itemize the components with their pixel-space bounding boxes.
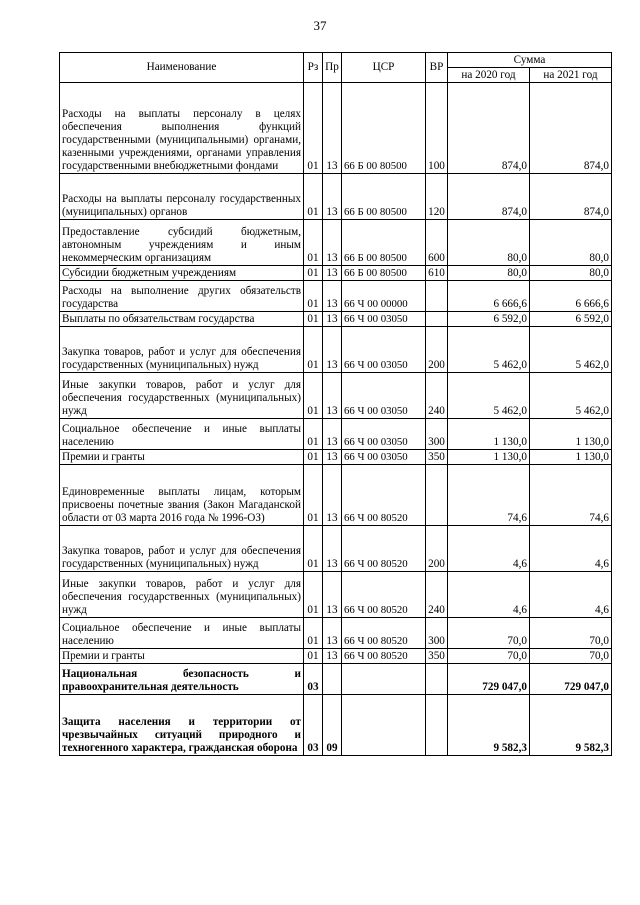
row-csr: 66 Б 00 80500 xyxy=(342,266,426,281)
row-name: Социальное обеспечение и иные выплаты населению xyxy=(60,419,304,450)
row-vr xyxy=(426,695,448,756)
row-rz: 01 xyxy=(304,649,323,664)
row-name: Единовременные выплаты лицам, которым присвоены почетные звания (Закон Магаданской области от 03 марта 2016 года № 1996-ОЗ) xyxy=(60,465,304,526)
header-year-2021: на 2021 год xyxy=(530,68,612,83)
row-sum-2020: 1 130,0 xyxy=(448,419,530,450)
row-sum-2020: 6 592,0 xyxy=(448,312,530,327)
row-csr xyxy=(342,664,426,695)
row-csr xyxy=(342,695,426,756)
header-year-2020: на 2020 год xyxy=(448,68,530,83)
row-sum-2020: 80,0 xyxy=(448,220,530,266)
row-sum-2020: 70,0 xyxy=(448,649,530,664)
row-pr: 13 xyxy=(323,312,342,327)
row-name: Защита населения и территории от чрезвычайных ситуаций природного и техногенного характера, гражданская оборона xyxy=(60,695,304,756)
row-rz: 01 xyxy=(304,572,323,618)
row-rz: 01 xyxy=(304,312,323,327)
row-csr: 66 Ч 00 00000 xyxy=(342,281,426,312)
row-name: Субсидии бюджетным учреждениям xyxy=(60,266,304,281)
header-name: Наименование xyxy=(60,53,304,83)
row-pr: 13 xyxy=(323,327,342,373)
row-pr: 13 xyxy=(323,419,342,450)
row-name: Расходы на выплаты персоналу в целях обеспечения выполнения функций государственными (муниципальными) органами, казенными учреждениями, органами управления государственными внебюджетными фондами xyxy=(60,83,304,174)
row-sum-2021: 1 130,0 xyxy=(530,450,612,465)
row-pr: 13 xyxy=(323,618,342,649)
row-sum-2020: 874,0 xyxy=(448,174,530,220)
row-csr: 66 Ч 00 80520 xyxy=(342,572,426,618)
table-row xyxy=(60,649,612,664)
row-vr xyxy=(426,465,448,526)
page-number: 37 xyxy=(313,18,327,33)
table-row xyxy=(60,419,612,450)
row-vr: 350 xyxy=(426,649,448,664)
row-sum-2021: 874,0 xyxy=(530,174,612,220)
row-sum-2021: 6 592,0 xyxy=(530,312,612,327)
row-sum-2020: 6 666,6 xyxy=(448,281,530,312)
row-csr: 66 Ч 00 80520 xyxy=(342,618,426,649)
row-sum-2020: 729 047,0 xyxy=(448,664,530,695)
row-vr: 100 xyxy=(426,83,448,174)
row-rz: 01 xyxy=(304,419,323,450)
row-name: Расходы на выплаты персоналу государственных (муниципальных) органов xyxy=(60,174,304,220)
row-pr: 13 xyxy=(323,281,342,312)
row-sum-2021: 74,6 xyxy=(530,465,612,526)
row-sum-2021: 4,6 xyxy=(530,526,612,572)
row-name: Расходы на выполнение других обязательств государства xyxy=(60,281,304,312)
row-csr: 66 Ч 00 80520 xyxy=(342,465,426,526)
row-csr: 66 Ч 00 03050 xyxy=(342,419,426,450)
header-csr: ЦСР xyxy=(342,53,426,83)
row-csr: 66 Ч 00 03050 xyxy=(342,450,426,465)
row-pr: 13 xyxy=(323,572,342,618)
row-pr: 13 xyxy=(323,83,342,174)
row-rz: 01 xyxy=(304,373,323,419)
row-name: Закупка товаров, работ и услуг для обеспечения государственных (муниципальных) нужд xyxy=(60,526,304,572)
row-rz: 01 xyxy=(304,327,323,373)
table-row xyxy=(60,266,612,281)
row-csr: 66 Ч 00 80520 xyxy=(342,649,426,664)
row-rz: 01 xyxy=(304,450,323,465)
row-sum-2021: 70,0 xyxy=(530,649,612,664)
row-vr: 240 xyxy=(426,572,448,618)
row-sum-2021: 70,0 xyxy=(530,618,612,649)
table-row xyxy=(60,83,612,174)
row-pr: 13 xyxy=(323,450,342,465)
table-row xyxy=(60,465,612,526)
row-sum-2020: 5 462,0 xyxy=(448,327,530,373)
table-row xyxy=(60,695,612,756)
row-sum-2020: 70,0 xyxy=(448,618,530,649)
row-vr: 610 xyxy=(426,266,448,281)
row-name: Иные закупки товаров, работ и услуг для обеспечения государственных (муниципальных) нужд xyxy=(60,373,304,419)
row-sum-2020: 4,6 xyxy=(448,526,530,572)
row-pr: 13 xyxy=(323,174,342,220)
row-vr: 350 xyxy=(426,450,448,465)
table-body xyxy=(60,83,612,756)
row-sum-2020: 5 462,0 xyxy=(448,373,530,419)
row-name: Иные закупки товаров, работ и услуг для обеспечения государственных (муниципальных) нужд xyxy=(60,572,304,618)
row-csr: 66 Ч 00 03050 xyxy=(342,373,426,419)
row-name: Выплаты по обязательствам государства xyxy=(60,312,304,327)
row-rz: 01 xyxy=(304,266,323,281)
row-vr: 300 xyxy=(426,618,448,649)
row-pr: 13 xyxy=(323,220,342,266)
row-sum-2021: 6 666,6 xyxy=(530,281,612,312)
row-name: Социальное обеспечение и иные выплаты населению xyxy=(60,618,304,649)
row-vr: 120 xyxy=(426,174,448,220)
table-row xyxy=(60,327,612,373)
row-csr: 66 Ч 00 80520 xyxy=(342,526,426,572)
row-name: Премии и гранты xyxy=(60,450,304,465)
row-pr xyxy=(323,664,342,695)
row-name: Закупка товаров, работ и услуг для обеспечения государственных (муниципальных) нужд xyxy=(60,327,304,373)
table-row xyxy=(60,373,612,419)
header-pr: Пр xyxy=(323,53,342,83)
row-csr: 66 Ч 00 03050 xyxy=(342,312,426,327)
row-sum-2020: 80,0 xyxy=(448,266,530,281)
row-rz: 01 xyxy=(304,618,323,649)
header-vr: ВР xyxy=(426,53,448,83)
row-rz: 01 xyxy=(304,281,323,312)
table-row xyxy=(60,664,612,695)
row-csr: 66 Ч 00 03050 xyxy=(342,327,426,373)
row-pr: 09 xyxy=(323,695,342,756)
row-vr: 600 xyxy=(426,220,448,266)
header-sum: Сумма xyxy=(448,53,612,68)
table-row xyxy=(60,572,612,618)
row-vr: 200 xyxy=(426,327,448,373)
row-csr: 66 Б 00 80500 xyxy=(342,174,426,220)
row-vr xyxy=(426,281,448,312)
row-vr: 300 xyxy=(426,419,448,450)
row-sum-2021: 4,6 xyxy=(530,572,612,618)
table-row xyxy=(60,618,612,649)
row-pr: 13 xyxy=(323,266,342,281)
row-sum-2021: 80,0 xyxy=(530,220,612,266)
header-rz: Рз xyxy=(304,53,323,83)
row-sum-2020: 4,6 xyxy=(448,572,530,618)
row-name: Национальная безопасность и правоохранительная деятельность xyxy=(60,664,304,695)
row-vr: 240 xyxy=(426,373,448,419)
table-row xyxy=(60,220,612,266)
budget-table xyxy=(59,52,612,756)
row-sum-2021: 874,0 xyxy=(530,83,612,174)
row-sum-2021: 729 047,0 xyxy=(530,664,612,695)
row-name: Премии и гранты xyxy=(60,649,304,664)
row-rz: 01 xyxy=(304,465,323,526)
row-rz: 03 xyxy=(304,695,323,756)
row-sum-2021: 9 582,3 xyxy=(530,695,612,756)
row-csr: 66 Б 00 80500 xyxy=(342,83,426,174)
row-vr: 200 xyxy=(426,526,448,572)
table-row xyxy=(60,312,612,327)
row-pr: 13 xyxy=(323,373,342,419)
row-sum-2021: 5 462,0 xyxy=(530,373,612,419)
row-rz: 01 xyxy=(304,220,323,266)
row-vr xyxy=(426,664,448,695)
row-name: Предоставление субсидий бюджетным, автономным учреждениям и иным некоммерческим организациям xyxy=(60,220,304,266)
row-pr: 13 xyxy=(323,526,342,572)
row-sum-2021: 5 462,0 xyxy=(530,327,612,373)
row-csr: 66 Б 00 80500 xyxy=(342,220,426,266)
row-rz: 01 xyxy=(304,174,323,220)
row-sum-2020: 1 130,0 xyxy=(448,450,530,465)
row-sum-2020: 874,0 xyxy=(448,83,530,174)
row-vr xyxy=(426,312,448,327)
row-sum-2021: 1 130,0 xyxy=(530,419,612,450)
row-rz: 01 xyxy=(304,526,323,572)
row-pr: 13 xyxy=(323,649,342,664)
table-row xyxy=(60,174,612,220)
row-sum-2020: 74,6 xyxy=(448,465,530,526)
row-sum-2020: 9 582,3 xyxy=(448,695,530,756)
row-pr: 13 xyxy=(323,465,342,526)
table-row xyxy=(60,281,612,312)
table-row xyxy=(60,450,612,465)
row-rz: 01 xyxy=(304,83,323,174)
row-rz: 03 xyxy=(304,664,323,695)
table-row xyxy=(60,526,612,572)
row-sum-2021: 80,0 xyxy=(530,266,612,281)
